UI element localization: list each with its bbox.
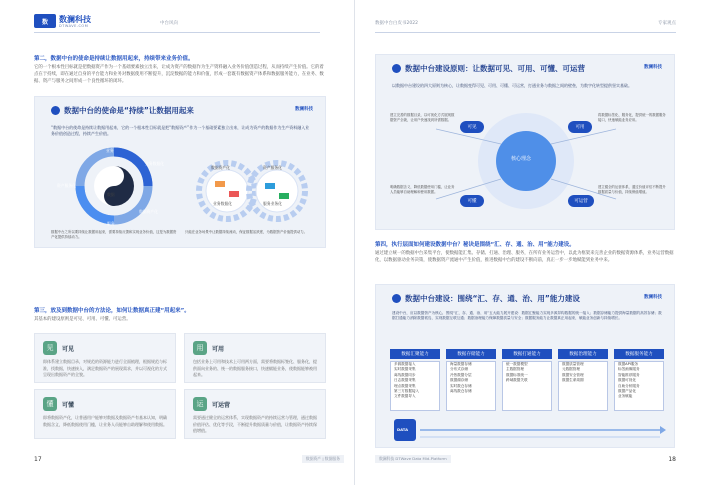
principle-pill: 可用: [568, 121, 592, 133]
capability-item: 冷热数据分层: [450, 372, 472, 377]
capability-item: 日志数据采集: [394, 378, 416, 383]
section-label: 专家观点: [658, 21, 676, 26]
principle-pill: 可运营: [568, 195, 594, 207]
figure-title-text: 数据中台建设：围绕“汇、存、通、治、用”能力建设: [405, 294, 580, 303]
principle-desc: 建立健全的运营体系，通过价值评估不断提升数据质量与价值，持续保值增值。: [598, 185, 666, 194]
card-body: 包括业务上可用和技术上可用两方面，需要将数据标签化、服务化，提供面向业务的、统一的数据服务接口，快速赋能业务，使数据能够被用起来。: [193, 359, 317, 378]
figure-logo: 数澜科技: [644, 295, 662, 300]
card-body: 即将数据资产化，让普通用户能够对数据及数据资产有基本认知，明确数据含义，降低数据使用门槛，让业务人员能够自助理解和使用数据。: [43, 415, 167, 427]
capability-item: 数据可视化: [618, 378, 636, 383]
brand-logo: [34, 14, 91, 28]
figure-quote: “数据中台的使命是持续让数据用起来，它的一个根本性目标就是把“数据资产”作为一个基础要素独立出来，让成为资产的数据作为生产资料融入业务价值创造过程，持续产生价值。: [51, 125, 310, 136]
capability-column-header: 数据存储能力: [446, 349, 496, 359]
principle-pill: 可见: [460, 121, 484, 133]
figure-caption-left: 数据中台之所以要持续让数据用起来，需要持续反馈和实现业务价值，这是为数据资产化提供持续动力。: [51, 230, 177, 239]
capability-item: 多源数据接入: [394, 362, 416, 366]
cycle-label: 资产服务化: [57, 183, 76, 188]
gear-label: 资产服务化: [263, 165, 282, 170]
capability-item: 数据生命周期: [562, 378, 584, 383]
gear-label: 服务业务化: [263, 201, 282, 206]
logo-subtext: DTWAVE.COM: [59, 23, 89, 28]
eye-icon: 见: [43, 341, 57, 355]
tag-shape: [229, 191, 239, 197]
capability-item: 埋点数据采集: [394, 383, 416, 388]
figure-caption-right: 只能在业务场景中让数据持续流动，保证数据活跃度，为数据资产价值提供动力。: [185, 230, 308, 234]
principle-card-operable: [184, 389, 326, 439]
capability-column-header: 数据打通能力: [502, 349, 552, 359]
capability-item: 第三方数据接入: [394, 389, 420, 394]
arrow-icon: [660, 426, 666, 434]
lightbulb-icon: 懂: [43, 397, 57, 411]
core-label: 核心理念: [511, 156, 532, 162]
figure-title: [51, 105, 194, 116]
section-paragraph: 其基本的建设原则是可见、可用、可懂、可运营。: [34, 317, 131, 322]
figure-title-text: 数据中台的使命是“持续”让数据用起来: [64, 106, 194, 115]
logo-icon: 数: [34, 14, 56, 28]
tag-shape: [215, 181, 225, 187]
card-title: 可运营: [212, 401, 231, 409]
capability-item: 数据API服务: [618, 362, 639, 366]
capability-item: 离线数据同步: [394, 372, 416, 377]
capability-item: 智能推荐服务: [618, 372, 640, 377]
header-rule: [375, 32, 676, 33]
data-icon-label: DATA: [397, 427, 409, 432]
figure-title-text: 数据中台建设原则：让数据可见、可用、可懂、可运营: [405, 64, 585, 73]
card-body: 需要通过健全的运营体系，实现数据资产的持续运营与管理，通过数据价值评估、优化等手段，不断提升数据质量与价值，让数据资产持续保值增值。: [193, 415, 317, 434]
principles-figure: [375, 54, 675, 230]
gear-label: 数据资产化: [211, 165, 230, 170]
principle-desc: 建立完善的数据目录，以可视化方式展现数据资产全貌，让用户快速找到所需数据。: [390, 113, 455, 122]
capability-column: [502, 361, 552, 411]
capability-item: 数据标准统一: [506, 372, 528, 377]
figure-logo: 数澜科技: [644, 65, 662, 70]
section-paragraph: 通过建立统一的数据中台采集平台，使数据能汇集、存储、打通、治理、服务，在所有业务运营中，以此为框架来完善企业的数据资源体系，业务运营数据化，以数据驱动业务决策，使数据资产流通中产生价值，推进数据中台的建设不断向前，真正一步一步地赋能到业务中来。: [375, 251, 674, 264]
lightbulb-icon: [51, 106, 60, 115]
figure-intro: 建设中台，应以数据资产为核心，围绕“汇、存、通、治、用”五大能力展开建设：数据汇聚能力实现多源异构数据的统一接入；数据存储能力提供海量数据的高效存储；数据打通能力消除数据孤岛，实现数据互联互通；数据治理能力保障数据质量与安全；数据服务能力让数据真正用起来，赋能业务创新与持续增长。: [392, 311, 662, 321]
capability-item: 业务赋能: [618, 394, 633, 399]
capability-item: 分布式存储: [450, 367, 468, 372]
gears-diagram: [185, 147, 315, 227]
tag-shape: [265, 183, 275, 189]
capability-column: [558, 361, 608, 411]
mission-figure: [34, 96, 326, 248]
section-paragraph: 它的一个根本性目标就是把数据资产作为一个基础要素独立出来，让成为资产的数据作为生产资料融入业务价值创造过程，从而持续产生价值。它的着点在于持续，即在通过自身的平台能力和业务对数据使用不断提升，沉淀数据的能力和价值，形成一套既有数据资产体系和数据服务能力，在业务、数据、资产与服务之间形成一个良性循环的闭环。: [34, 65, 324, 85]
running-header-right: 数据中台白皮书2022: [375, 21, 418, 26]
section-heading: 第四，执行层面如何建设数据中台？秘诀是围绕“汇、存、通、治、用”能力建设。: [375, 242, 575, 248]
capability-column-header: 数据汇聚能力: [390, 349, 440, 359]
principle-card-understandable: [34, 389, 176, 439]
card-title: 可用: [212, 345, 225, 353]
card-body: 即体系建立数据目录，对规范的资源能力进行全面梳理，根据规范与标准，找数据，快速接入，满足数据资产的展现需求，并以可视化的方式呈现出数据资产的全貌。: [43, 359, 167, 378]
header-rule: [34, 32, 320, 33]
section-heading: 第二，数据中台的使命是持续让数据用起来，持续带来业务价值。: [34, 56, 194, 62]
figure-title: [392, 63, 585, 74]
capabilities-figure: [375, 284, 675, 448]
capability-item: 主数据管理: [506, 367, 524, 372]
capability-item: 标签画像服务: [618, 367, 640, 372]
principle-card-usable: [184, 333, 326, 383]
principle-desc: 明确数据含义，降低数据使用门槛，让业务人员能够自助理解和使用数据。: [390, 185, 455, 194]
capability-item: 文件数据导入: [394, 394, 416, 399]
tag-shape: [279, 193, 289, 199]
running-header-left: 中台风向: [160, 21, 178, 26]
cycle-label: 业务数据化: [145, 161, 164, 166]
figure-title: [392, 293, 580, 304]
capability-item: 离线数仓存储: [450, 389, 472, 394]
capability-column-header: 数据服务能力: [614, 349, 664, 359]
page-number: 18: [668, 456, 676, 463]
capability-column-header: 数据治理能力: [558, 349, 608, 359]
hand-icon: 用: [193, 341, 207, 355]
card-title: 可见: [62, 345, 75, 353]
capability-item: 数据质量管理: [562, 362, 584, 366]
capability-item: 数据安全管理: [562, 372, 584, 377]
chart-icon: 运: [193, 397, 207, 411]
target-icon: [392, 64, 401, 73]
footer-tag: 数澜科技 DTWave Data Mid-Platform: [375, 455, 451, 463]
right-page: [355, 0, 710, 485]
layers-icon: [392, 294, 401, 303]
principle-pill: 可懂: [460, 195, 484, 207]
capability-item: 跨域数据关联: [506, 378, 528, 383]
capability-column: [446, 361, 496, 411]
capability-column: [614, 361, 664, 411]
capability-item: 自助分析服务: [618, 383, 640, 388]
principle-card-visible: [34, 333, 176, 383]
data-flow-diagram: [390, 415, 666, 445]
gear-label: 业务数据化: [213, 201, 232, 206]
capability-item: 实时数据采集: [394, 367, 416, 372]
figure-logo: 数澜科技: [295, 107, 313, 112]
principle-desc: 将数据标签化、服务化，提供统一的数据服务接口，快速赋能业务应用。: [598, 113, 666, 122]
capability-item: 数据湖存储: [450, 378, 468, 383]
capability-item: 数据产品化: [618, 389, 636, 394]
capability-item: 海量数据存储: [450, 362, 472, 366]
cycle-center-top: 业务: [107, 175, 115, 180]
page-number: 17: [34, 456, 42, 463]
section-heading: 第三，放及到数据中台的方法论，如何让数据真正建“用起来”。: [34, 308, 190, 314]
capability-column: [390, 361, 440, 411]
cycle-label: 数据资产化: [139, 209, 158, 214]
capability-item: 统一数据模型: [506, 362, 528, 366]
logo-text: 数澜科技: [59, 14, 91, 24]
capability-item: 实时数仓存储: [450, 383, 472, 388]
card-title: 可懂: [62, 401, 75, 409]
footer-tag: 数据资产 | 数据服务: [302, 455, 344, 463]
cycle-label: 业务: [106, 148, 114, 153]
cycle-label: 服务: [107, 221, 115, 226]
figure-intro: 以数据中台建设的四大原则为核心，让数据变得可见、可用、可懂、可运营，打通业务与数据之间的壁垒，为数字化转型提供坚实基础。: [392, 83, 632, 88]
cycle-center-bottom: 数据: [107, 192, 115, 197]
capability-item: 元数据管理: [562, 367, 580, 372]
